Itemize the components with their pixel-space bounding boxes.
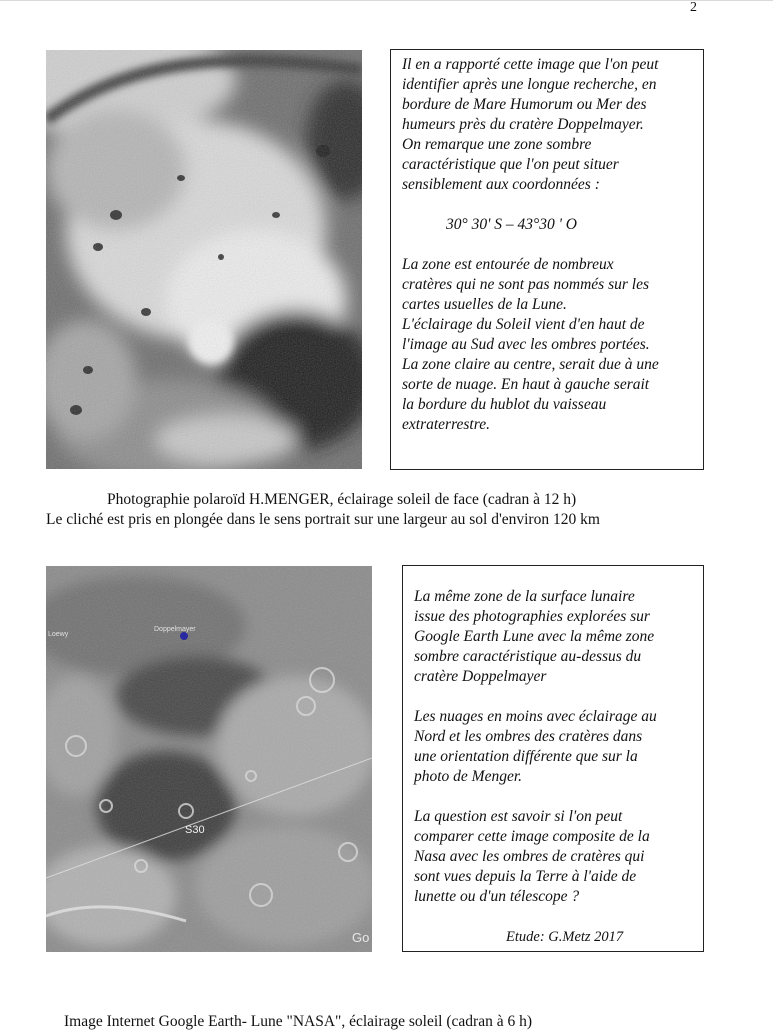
zone-line: cartes usuelles de la Lune. [402, 296, 567, 313]
paragraph1-line: Google Earth Lune avec la même zone [414, 628, 655, 645]
paragraph2-line: une orientation différente que sur la [414, 748, 638, 765]
zone-line: La zone est entourée de nombreux [402, 256, 614, 273]
description-line: sensiblement aux coordonnées : [402, 176, 600, 193]
description-line: identifier après une longue recherche, en [402, 76, 657, 93]
menger-description-box [390, 49, 704, 470]
map-corner-text: Go [352, 930, 370, 945]
zone-line: cratères qui ne sont pas nommés sur les [402, 276, 649, 293]
photo1-caption-line1: Photographie polaroïd H.MENGER, éclairage soleil de face (cadran à 12 h) [107, 491, 577, 508]
paragraph3-line: comparer cette image composite de la [414, 828, 650, 845]
google-earth-description-box [402, 565, 704, 952]
zone-line: l'image au Sud avec les ombres portées. [402, 336, 650, 353]
photo1-caption-line2: Le cliché est pris en plongée dans le sens portrait sur une largeur au sol d'environ 120 km [46, 511, 600, 528]
description-line: caractéristique que l'on peut situer [402, 156, 619, 173]
zone-line: la bordure du hublot du vaisseau [402, 396, 607, 413]
zone-line: extraterrestre. [402, 416, 490, 433]
description-line: On remarque une zone sombre [402, 136, 592, 153]
paragraph3-line: lunette ou d'un télescope ? [414, 888, 580, 905]
signature: Etude: G.Metz 2017 [506, 929, 624, 945]
zone-line: L'éclairage du Soleil vient d'en haut de [402, 316, 645, 333]
paragraph1-line: sombre caractéristique au-dessus du [414, 648, 642, 665]
paragraph1-line: La même zone de la surface lunaire [414, 588, 635, 605]
zone-line: La zone claire au centre, serait due à une [402, 356, 659, 373]
page-top-border [0, 0, 773, 1]
coordinates: 30° 30' S – 43°30 ' O [446, 216, 577, 233]
map-label-marker: Doppelmayer [154, 626, 196, 633]
paragraph1-line: issue des photographies explorées sur [414, 608, 650, 625]
paragraph1-line: cratère Doppelmayer [414, 668, 547, 685]
paragraph3-line: sont vues depuis la Terre à l'aide de [414, 868, 637, 885]
photo2-caption-line1: Image Internet Google Earth- Lune "NASA", éclairage soleil (cadran à 6 h) [64, 1013, 532, 1030]
menger-polaroid-photo [46, 50, 362, 469]
google-earth-moon-photo [46, 566, 372, 952]
paragraph2-line: photo de Menger. [414, 768, 523, 785]
description-line: Il en a rapporté cette image que l'on peut [402, 56, 659, 73]
paragraph3-line: La question est savoir si l'on peut [414, 808, 623, 825]
paragraph2-line: Nord et les ombres des cratères dans [414, 728, 643, 745]
paragraph2-line: Les nuages en moins avec éclairage au [414, 708, 657, 725]
map-grid-label: S30 [185, 824, 205, 836]
zone-line: sorte de nuage. En haut à gauche serait [402, 376, 650, 393]
description-line: humeurs près du cratère Doppelmayer. [402, 116, 644, 133]
page-number: 2 [690, 0, 697, 15]
description-line: bordure de Mare Humorum ou Mer des [402, 96, 647, 113]
map-label-top-left: Loewy [48, 631, 69, 638]
paragraph3-line: Nasa avec les ombres de cratères qui [414, 848, 645, 865]
